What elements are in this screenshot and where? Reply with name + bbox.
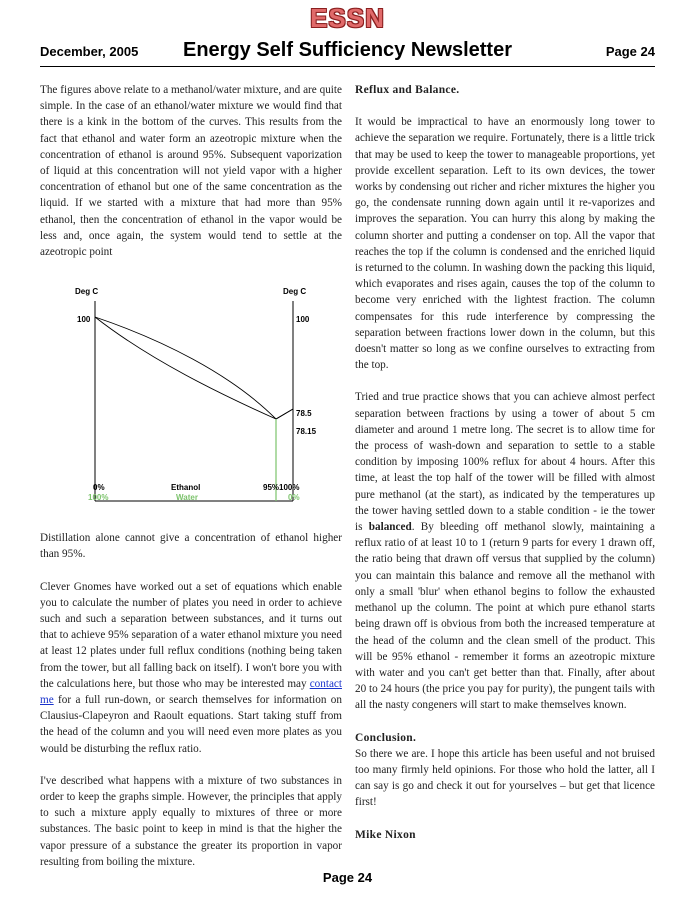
x-label-left-ethanol: 0% [93, 483, 105, 493]
vapor-liquid-figure [40, 276, 342, 516]
bubble-point-curve [95, 317, 293, 419]
header-rule [40, 66, 655, 67]
left-paragraph-1: The figures above relate to a methanol/water mixture, and are quite simple. In the case of an ethanol/water mixture we would find that there is a kink in the bottom of the curves. This results from the fact that ethanol and water form an azeotropic mixture when the concentration of ethanol is around 95%. Subsequent vaporization of liquid at this concentration will not yield vapor with a higher concentration of ethanol but one of the same concentration as the liquid. If we started with a mixture that had more than 95% ethanol, then the concentration of ethanol in the vapor would be less and, once again, the system would tend to settle at the azeotropic point [40, 84, 342, 259]
header-page-number: Page 24 [605, 44, 655, 59]
left-paragraph-2-text-a: Clever Gnomes have worked out a set of equations which enable you to calculate the number of plates you need in order to achieve such and such a separation between substances, and it turns out that to achieve 95% separation of a water ethanol mixture you need at least 12 plates under full reflux conditions (nothing being taken from the tower, but all falling back on itself). I won't bore you with the calculations here, but those who may be interested may [40, 580, 342, 690]
issue-date: December, 2005 [40, 44, 139, 59]
left-paragraph-2 [40, 579, 342, 757]
conclusion-heading: Conclusion. [355, 731, 417, 744]
x-label-ethanol: Ethanol [171, 483, 201, 493]
x-label-right-ethanol: 95%100% [263, 483, 300, 493]
right-column [355, 82, 655, 843]
right-tick-100: 100 [296, 315, 310, 325]
essn-logo: ESSN [310, 3, 385, 33]
balanced-term: balanced [368, 521, 412, 534]
contact-me-link[interactable]: contact me [40, 677, 342, 707]
right-paragraph-2 [355, 389, 655, 713]
right-paragraph-2-text-b: . By bleeding off methanol slowly, maintaining a reflux ratio of at least 10 to 1 (return 9 parts for every 1 drawn off, the ratio being that drawn off versus that supplied by the column) you can maintain this balance and remove all the methanol with only a small 'blur' when ethanol begins to follow the exhausted methanol up the column. The point at which pure ethanol starts being drawn off is obvious from both the increased temperature at the head of the column and the clean smell of the product. This will be 95% ethanol - remember it forms an azeotropic mixture with water and you can't get better than that. Finally, after about 20 to 24 hours (the price you pay for purity), the pungent tails with all the nasty congeners will start to make themselves known. [355, 521, 655, 712]
reflux-heading: Reflux and Balance. [355, 84, 460, 96]
footer-page-number: Page 24 [322, 870, 373, 885]
figure-caption: Distillation alone cannot give a concentration of ethanol higher than 95%. [40, 532, 342, 561]
dew-point-curve [95, 317, 293, 419]
y-label-right: Deg C [283, 287, 307, 297]
left-paragraph-2-text-b: for a full run-down, or search themselves for information on Clausius-Clapeyron and Raoult equations. Start taking stuff from the head of the column and you will need even more plates as you would be disturbing the reflux ratio. [40, 694, 342, 755]
right-paragraph-1: It would be impractical to have an enormously long tower to achieve the separation we require. Fortunately, there is a little trick that may be used to keep the tower to manageable proportions, yet provide excellent separation. Left to its own devices, the tower works by condensing out richer and richer mixtures the higher you go, the condensate running down again until it re-vaporizes and improves the separation. You can hurry this along by making the column shorter and putting a condenser on top. All the vapor that reaches the top if the column is condensed and the enriched liquid is returned to the column. In washing down the packing this liquid, which evaporates and rises again, causes the top of the column to become very enriched with the lightest fraction. The column compensates for this rude interference by compressing the separation between fractions lower down in the column, but this doesn't matter so long as we confine ourselves to extracting from the top. [355, 116, 655, 372]
x-label-left-water: 100% [88, 493, 109, 503]
left-tick-100: 100 [77, 315, 91, 325]
left-paragraph-3: I've described what happens with a mixture of two substances in order to keep the graphs simple. However, the principles that apply to such a mixture apply equally to mixtures of three or more substances. The basic point to keep in mind is that the higher the vapor pressure of a substance the greater its proportion in vapor resulting from boiling the mixture. [40, 774, 342, 868]
x-label-right-water: 0% [288, 493, 300, 503]
x-label-water: Water [176, 493, 198, 503]
newsletter-title: Energy Self Sufficiency Newsletter [182, 39, 512, 61]
author-signature: Mike Nixon [355, 828, 416, 841]
y-label-left: Deg C [75, 287, 99, 297]
conclusion-paragraph: So there we are. I hope this article has been useful and not bruised too many firmly held opinions. For those who hold the latter, all I can say is go and check it out for yourselves – but get that licence first! [355, 747, 655, 809]
right-tick-78-15: 78.15 [296, 427, 317, 437]
right-paragraph-2-text-a: Tried and true practice shows that you can achieve almost perfect separation between fractions by using a tower of about 5 cm diameter and around 1 metre long. The secret is to allow time for the process of wash-down and separation to settle to a stable condition by imposing 100% reflux for about 4 hours. After this time, at least the top half of the tower will be filled with almost pure methanol (at the start), as indicated by the temperatures up the tower having settled down to a stable condition - ie the tower is [355, 391, 655, 534]
right-tick-78-5: 78.5 [296, 409, 312, 419]
left-column [40, 82, 342, 870]
